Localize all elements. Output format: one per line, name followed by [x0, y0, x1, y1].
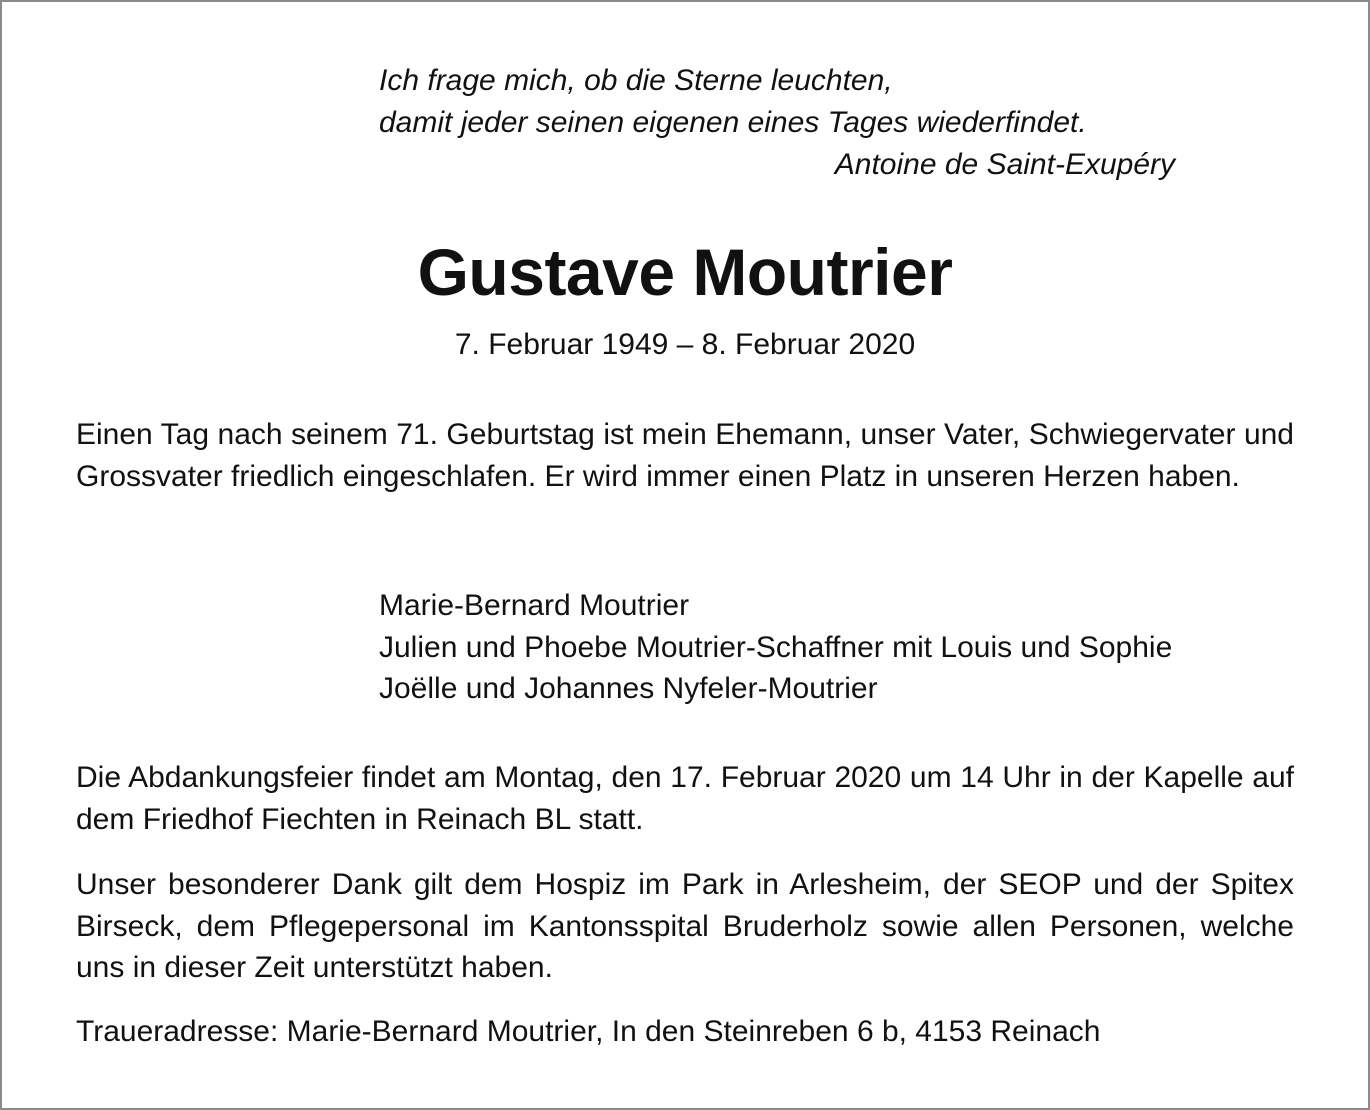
ceremony-text: Die Abdankungsfeier findet am Montag, den 17. Februar 2020 um 14 Uhr in der Kapelle auf dem Friedhof Fiechten in Reinach BL statt. [76, 761, 1294, 836]
quote-author: Antoine de Saint-Exupéry [834, 148, 1175, 181]
announcement-text: Einen Tag nach seinem 71. Geburtstag ist mein Ehemann, unser Vater, Schwiegervater und Grossvater friedlich eingeschlafen. Er wird immer einen Platz in unseren Herzen haben. [76, 418, 1294, 493]
deceased-name: Gustave Moutrier [417, 235, 953, 309]
epigraph-quote [379, 60, 1179, 186]
thanks-text: Unser besonderer Dank gilt dem Hospiz im Park in Arlesheim, der SEOP und der Spitex Birseck, dem Pflegepersonal im Kantonsspital Bruderholz sowie allen Personen, welche uns in dieser Zeit unterstützt haben. [76, 868, 1294, 984]
life-dates: 7. Februar 1949 – 8. Februar 2020 [454, 328, 916, 361]
quote-line-2: damit jeder seinen eigenen eines Tages wiederfindet. [379, 106, 1087, 139]
family-list [379, 585, 1172, 710]
quote-line-1: Ich frage mich, ob die Sterne leuchten, [379, 64, 893, 97]
mourning-address: Traueradresse: Marie-Bernard Moutrier, In den Steinreben 6 b, 4153 Reinach [76, 1015, 1101, 1048]
family-member: Julien und Phoebe Moutrier-Schaffner mit Louis und Sophie [379, 630, 1173, 664]
family-member: Joëlle und Johannes Nyfeler-Moutrier [379, 672, 878, 705]
family-member: Marie-Bernard Moutrier [379, 589, 690, 622]
